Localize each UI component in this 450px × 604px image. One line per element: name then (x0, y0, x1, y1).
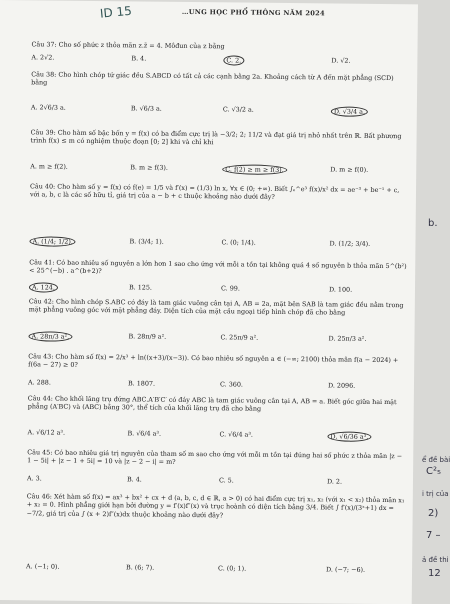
option-a-marked[interactable]: A. 124. (29, 282, 58, 292)
option-a[interactable]: A. 2√2. (31, 53, 55, 62)
option-d[interactable]: D. (−7; −6). (326, 565, 366, 574)
margin-note: b. (428, 218, 438, 229)
option-d[interactable]: D. 2. (326, 477, 343, 486)
option-b[interactable]: B. (6; 7). (126, 563, 155, 572)
option-b[interactable]: B. 28π/9 a². (128, 332, 167, 341)
question-46-options (26, 562, 406, 576)
question-39-stem: Câu 39: Cho hàm số bậc bốn y = f(x) có ba điểm cực trị là −3/2; 2; 11/2 và đạt giá trị nhỏ nhất trên ℝ. Bất phương trình f(x) ≤ m có nghiệm thuộc đoạn [0; 2] khi và chỉ khi (30, 128, 402, 147)
option-b[interactable]: B. 125. (128, 283, 153, 292)
margin-note: 12 (428, 568, 441, 579)
margin-notes-strip (420, 0, 450, 600)
option-d[interactable]: D. 25π/3 a². (328, 334, 367, 343)
option-d-marked[interactable]: D. √6/36 a³. (327, 431, 371, 441)
question-42-stem: Câu 42: Cho hình chóp S.ABC có đáy là tam giác vuông cân tại A, AB = 2a, mặt bên SAB là tam giác đều nằm trong mặt phẳng vuông góc với mặt phẳng đáy. Diện tích của mặt cầu ngoại tiếp hình chóp đã cho bằng (28, 297, 404, 318)
option-c[interactable]: C. (0; 1/4). (221, 238, 256, 247)
question-40-options (29, 236, 409, 250)
option-a[interactable]: A. 288. (27, 378, 51, 387)
option-a[interactable]: A. 3. (26, 474, 42, 483)
option-a[interactable]: A. 2√6/3 a. (30, 103, 66, 112)
question-43-options (28, 378, 408, 392)
option-a[interactable]: A. (−1; 0). (26, 562, 60, 571)
option-b[interactable]: B. √6/3 a. (130, 104, 162, 113)
question-41-options (29, 282, 409, 296)
option-a-marked[interactable]: A. (1/4; 1/2). (29, 236, 76, 246)
question-44-stem: Câu 44: Cho khối lăng trụ đứng ABC.A′B′C′ có đáy ABC là tam giác vuông cân tại A, AB = a. Biết góc giữa hai mặt phẳng (A′BC) và (ABC) bằng 30°, thể tích của khối lăng trụ đã cho bằng (27, 394, 397, 414)
question-45-stem: Câu 45: Có bao nhiêu giá trị nguyên của tham số m sao cho ứng với mỗi m tồn tại đúng hai số phức z thỏa mãn |z − 1 − 5i| + |z − 1 + 5i| = 10 và |z − 2 − i| = m? (27, 448, 403, 467)
question-40-stem: Câu 40: Cho hàm số y = f(x) có f(e) = 1/5 và f′(x) = (1/3) ln x, ∀x ∈ (0; +∞). Biết ∫ₑ^e³ f(x)/x² dx = ae⁻³ + be⁻¹ + c, với a, b, c là các số hữu tỉ, giá trị của a − b + c thuộc khoảng nào dưới đây? (29, 182, 400, 202)
option-b[interactable]: B. 4. (131, 54, 147, 63)
option-a[interactable]: A. m ≥ f(2). (30, 162, 68, 171)
option-c[interactable]: C. 5. (218, 476, 234, 485)
option-a[interactable]: A. √6/12 a³. (27, 428, 66, 437)
option-d-marked[interactable]: D. √3/4 a. (331, 106, 368, 116)
question-46-stem: Câu 46: Xét hàm số f(x) = ax³ + bx² + cx + d (a, b, c, d ∈ ℝ, a > 0) có hai điểm cực trị x₁, x₂ (với x₁ < x₂) thỏa mãn x₁ + x₂ = 0. Hình phẳng giới hạn bởi đường y = f′(x)f″(x) và trục hoành có diện tích bằng 3/4. Biết ∫ f′(x)/(3ˣ+1) dx = −7/2, giá trị của ∫ (x + 2)f″(x)dx thuộc khoảng nào dưới đây? (26, 492, 405, 520)
option-d[interactable]: D. √2. (331, 56, 351, 65)
margin-note: 2) (428, 508, 439, 519)
question-38-stem: Câu 38: Cho hình chóp tứ giác đều S.ABCD có tất cả các cạnh bằng 2a. Khoảng cách từ A đến mặt phẳng (SCD) bằng (31, 70, 394, 87)
option-c[interactable]: C. (0; 1). (218, 564, 247, 573)
handwritten-id: ID 15 (99, 3, 133, 21)
option-c[interactable]: C. 25π/9 a². (220, 333, 259, 342)
option-d[interactable]: D. 2096. (327, 381, 356, 390)
option-b[interactable]: B. (3/4; 1). (129, 237, 164, 246)
option-b[interactable]: B. m ≥ f(3). (130, 163, 168, 172)
question-38-options (31, 103, 411, 117)
option-d[interactable]: D. m ≥ f(0). (330, 165, 369, 174)
margin-note: ể đề bài (422, 456, 450, 464)
option-a-marked[interactable]: A. 28π/3 a². (28, 331, 72, 341)
option-b[interactable]: B. 1807. (127, 379, 156, 388)
option-c[interactable]: C. √3/2 a. (222, 105, 254, 114)
option-c-marked[interactable]: C. 2. (223, 55, 244, 65)
question-37-options (31, 53, 411, 67)
exam-header: …UNG HỌC PHỔ THÔNG NĂM 2024 (181, 7, 325, 18)
question-45-options (27, 474, 407, 488)
option-b[interactable]: B. √6/4 a³. (127, 429, 162, 438)
option-b[interactable]: B. 4. (126, 475, 142, 484)
margin-note: 7 – (426, 530, 441, 541)
option-d[interactable]: D. (1/2; 3/4). (329, 239, 371, 248)
margin-note: C²₅ (426, 466, 441, 477)
question-41-stem: Câu 41: Có bao nhiêu số nguyên a lớn hơn 1 sao cho ứng với mỗi a tồn tại không quá 4 số nguyên b thỏa mãn 5^(b²) < 25^(−b) . a^(b+2)? (29, 258, 407, 276)
option-d[interactable]: D. 100. (328, 285, 353, 294)
margin-note: ả đề thi (422, 556, 449, 564)
option-c[interactable]: C. 99. (220, 284, 240, 293)
margin-note: i trị của (422, 490, 449, 498)
question-37-stem: Câu 37: Cho số phức z thỏa mãn z.z̄ = 4. Môđun của z bằng (31, 40, 225, 51)
question-39-options (30, 162, 410, 176)
option-c[interactable]: C. 360. (219, 380, 243, 389)
question-44-options (27, 428, 407, 442)
option-c-marked[interactable]: C. f(2) ≥ m ≥ f(3). (222, 164, 287, 175)
question-42-options (28, 331, 408, 345)
option-c[interactable]: C. √6/4 a³. (219, 430, 254, 439)
question-43-stem: Câu 43: Cho hàm số f(x) = 2/x³ + ln((x+3)/(x−3)). Có bao nhiêu số nguyên a ∈ (−∞; 2100) thỏa mãn f(a − 2024) + f(6a − 27) ≥ 0? (28, 352, 399, 370)
